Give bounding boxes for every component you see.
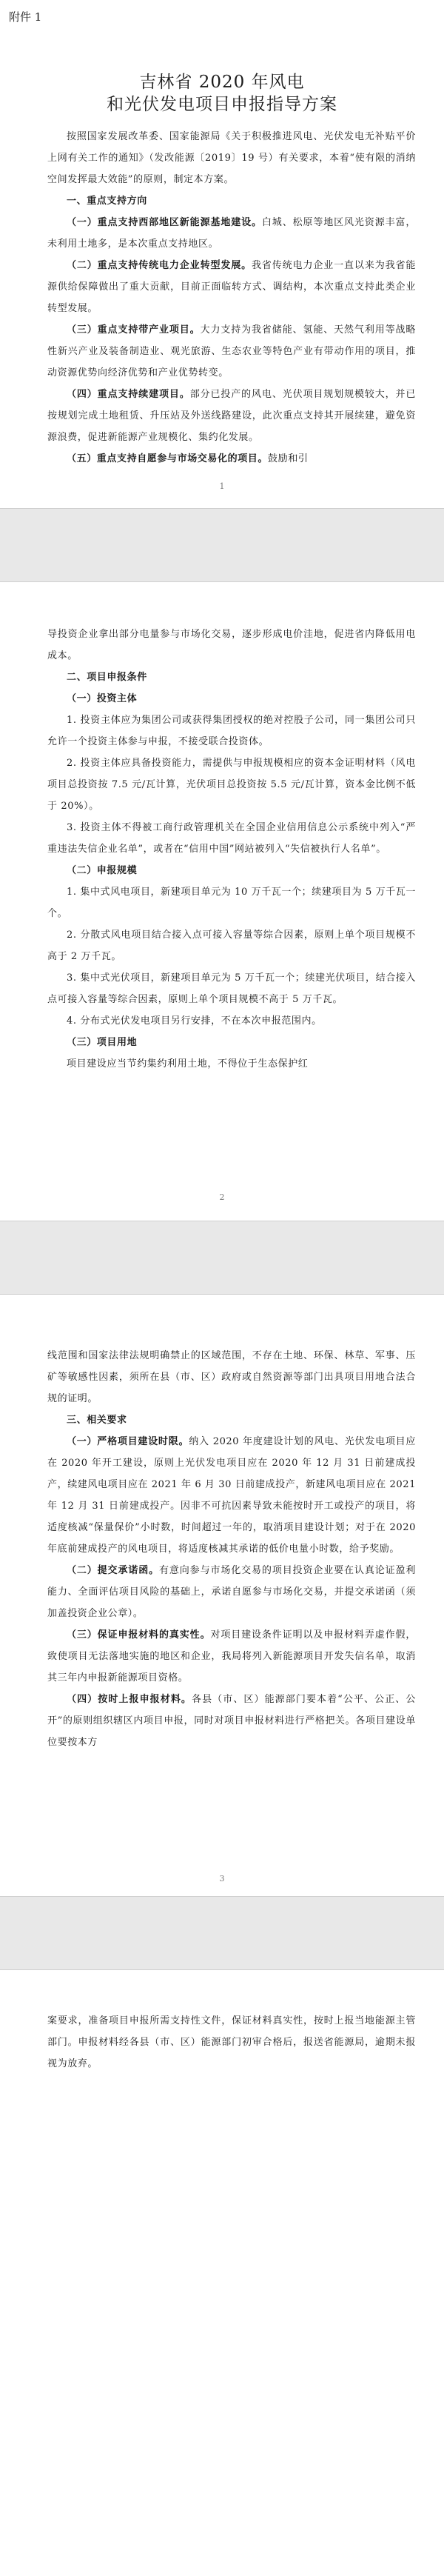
paragraph-heading: （一）重点支持西部地区新能源基地建设。 — [67, 217, 262, 228]
paragraph-heading: （三）重点支持带产业项目。 — [67, 324, 201, 336]
paragraph-1-1 — [47, 212, 416, 255]
paragraph-heading: （二）提交承诺函。 — [67, 1565, 160, 1576]
paragraph-body: 对项目建设条件证明以及申报材料弄虚作假，致使项目无法落地实施的地区和企业，我局将列入新能源项目开发失信名单，取消其三年内申报新能源项目资格。 — [47, 1629, 416, 1684]
page-separator — [0, 508, 444, 582]
page-2-body — [47, 624, 416, 1075]
page-4 — [0, 1970, 444, 2576]
page-number: 2 — [219, 1192, 225, 1202]
list-item: 2. 投资主体应具备投资能力，需提供与申报规模相应的资本金证明材料（风电项目总投资按 7.5 元/瓦计算，光伏项目总投资按 5.5 元/瓦计算，资本金比例不低于 20%）。 — [47, 758, 416, 812]
paragraph-body: 有意向参与市场化交易的项目投资企业要在认真论证盈利能力、全面评估项目风险的基础上，承诺自愿参与市场化交易，并提交承诺函（须加盖投资企业公章）。 — [47, 1565, 416, 1619]
paragraph-heading: （二）重点支持传统电力企业转型发展。 — [67, 260, 252, 271]
list-item: 2. 分散式风电项目结合接入点可接入容量等综合因素，原则上单个项目规模不高于 2 万千瓦。 — [47, 930, 416, 962]
page-edge — [0, 508, 444, 509]
intro-paragraph: 按照国家发展改革委、国家能源局《关于积极推进风电、光伏发电无补贴平价上网有关工作的通知》（发改能源〔2019〕19 号）有关要求，本着“使有限的消纳空间发挥最大效能”的原则，制定本方案。 — [47, 131, 416, 185]
continued-paragraph: 线范围和国家法律法规明确禁止的区域范围，不存在土地、环保、林草、军事、压矿等敏感性因素，须所在县（市、区）政府或自然资源等部门出具项目用地合法合规的证明。 — [47, 1350, 416, 1404]
paragraph-heading: （五）重点支持自愿参与市场交易化的项目。 — [67, 453, 269, 464]
subsection-heading: （三）项目用地 — [67, 1037, 138, 1048]
subsection-heading: （二）申报规模 — [67, 865, 138, 876]
section-1-heading: 一、重点支持方向 — [67, 196, 147, 207]
section-3-heading: 三、相关要求 — [67, 1415, 127, 1426]
page-4-body — [47, 2010, 416, 2075]
page-separator — [0, 1221, 444, 1295]
paragraph-body: 纳入 2020 年度建设计划的风电、光伏发电项目应在 2020 年开工建设，原则上光伏发电项目应在 2020 年 12 月 31 日前建成投产，续建风电项目应在 2021 年 6 月 30 日前建成投产，新建风电项目应在 2021 年 12 月 31 日前建成投产。因非不可抗因素导致未能按时开工或投产的项目，将适度核减“保量保价”小时数，时间超过一年的，取消项目建设计划；对于在 2020 年底前建成投产的风电项目，将适度核减其承诺的低价电量小时数，给予奖励。 — [47, 1436, 416, 1555]
paragraph-body: 部分已投产的风电、光伏项目规划规模较大，并已按规划完成土地租赁、升压站及外送线路建设，此次重点支持其开展续建，避免资源浪费，促进新能源产业规模化、集约化发展。 — [47, 389, 417, 443]
list-item: 1. 投资主体应为集团公司或获得集团授权的绝对控股子公司，同一集团公司只允许一个投资主体参与申报，不接受联合投资体。 — [47, 715, 416, 747]
page-separator — [0, 1896, 444, 1970]
continued-paragraph: 案要求，准备项目申报所需支持性文件，保证材料真实性，按时上报当地能源主管部门。申报材料经各县（市、区）能源部门初审合格后，报送省能源局，逾期未报视为放弃。 — [47, 2015, 416, 2069]
page-2 — [0, 582, 444, 1221]
paragraph: 项目建设应当节约集约利用土地，不得位于生态保护红 — [67, 1058, 309, 1070]
paragraph-1-2 — [47, 255, 416, 319]
page-1 — [0, 0, 444, 508]
attachment-label: 附件 1 — [9, 10, 42, 24]
page-edge — [0, 1896, 444, 1897]
doc-title-line-1: 吉林省 2020 年风电 — [139, 73, 305, 92]
page-1-body — [47, 126, 416, 470]
section-2-heading: 二、项目申报条件 — [67, 672, 147, 683]
paragraph-heading: （四）重点支持续建项目。 — [67, 389, 190, 400]
paragraph-1-4 — [47, 384, 416, 448]
paragraph-body: 各县（市、区）能源部门要本着“公平、公正、公开”的原则组织辖区内项目申报，同时对项目申报材料进行严格把关。各项目建设单位要按本方 — [47, 1694, 416, 1748]
paragraph-heading: （一）严格项目建设时限。 — [67, 1436, 189, 1447]
doc-title-line-2: 和光伏发电项目申报指导方案 — [107, 95, 337, 114]
paragraph-body: 鼓励和引 — [268, 453, 309, 464]
paragraph-body: 白城、松原等地区风光资源丰富，未利用土地多，是本次重点支持地区。 — [47, 217, 416, 250]
paragraph-heading: （三）保证申报材料的真实性。 — [67, 1629, 211, 1641]
list-item: 1. 集中式风电项目，新建项目单元为 10 万千瓦一个；续建项目为 5 万千瓦一个。 — [47, 887, 416, 919]
paragraph-3-3 — [47, 1624, 416, 1689]
subsection-heading: （一）投资主体 — [67, 693, 138, 704]
page-number: 1 — [219, 481, 225, 491]
list-item: 3. 集中式光伏项目，新建项目单元为 5 万千瓦一个；续建光伏项目，结合接入点可接入容量等综合因素，原则上单个项目规模不高于 5 万千瓦。 — [47, 972, 416, 1005]
paragraph-heading: （四）按时上报申报材料。 — [67, 1694, 192, 1705]
paragraph-body: 大力支持为我省储能、氢能、天然气利用等战略性新兴产业及装备制造业、观光旅游、生态农业等特色产业有带动作用的项目，推动资源优势向经济优势和产业优势转变。 — [47, 324, 416, 378]
page-3 — [0, 1295, 444, 1896]
paragraph-3-4 — [47, 1689, 416, 1753]
paragraph-3-2 — [47, 1560, 416, 1624]
page-3-body — [47, 1345, 416, 1753]
list-item: 3. 投资主体不得被工商行政管理机关在全国企业信用信息公示系统中列入“严重违法失信企业名单”，或者在“信用中国”网站被列入“失信被执行人名单”。 — [47, 822, 416, 855]
paragraph-1-5 — [47, 448, 416, 470]
list-item: 4. 分布式光伏发电项目另行安排，不在本次申报范围内。 — [67, 1015, 322, 1027]
continued-paragraph: 导投资企业拿出部分电量参与市场化交易，逐步形成电价洼地，促进省内降低用电成本。 — [47, 629, 416, 661]
paragraph-body: 我省传统电力企业一直以来为我省能源供给保障做出了重大贡献，目前正面临转方式、调结构，本次重点支持此类企业转型发展。 — [47, 260, 416, 314]
page-number: 3 — [219, 1874, 225, 1883]
paragraph-1-3 — [47, 319, 416, 384]
paragraph-3-1 — [47, 1431, 416, 1560]
